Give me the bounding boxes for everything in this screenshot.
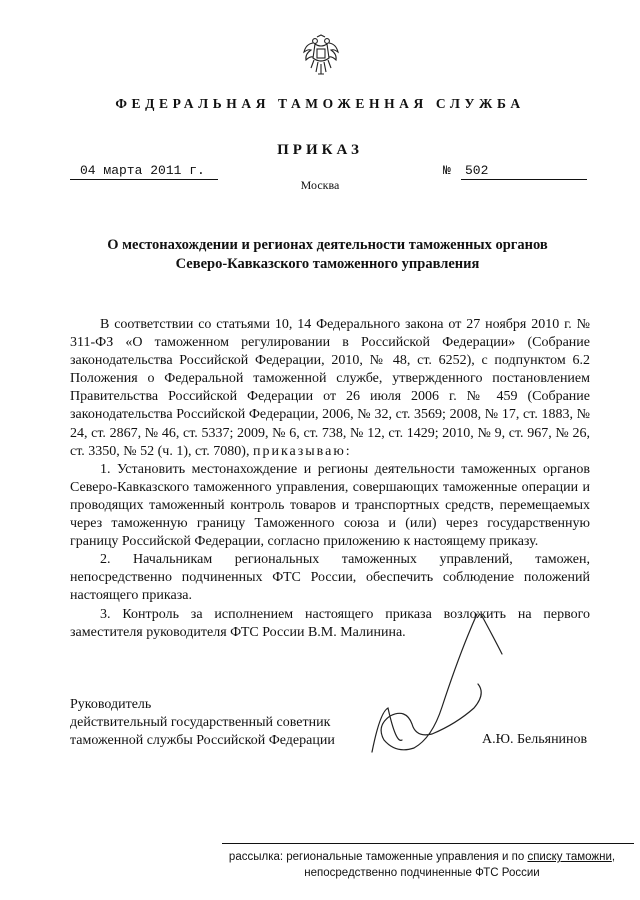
- order-number: 502: [461, 163, 587, 180]
- agency-name: ФЕДЕРАЛЬНАЯ ТАМОЖЕННАЯ СЛУЖБА: [115, 96, 525, 111]
- document-title-line-1: О местонахождении и регионах деятельности таможенных органов: [107, 237, 548, 253]
- distribution-line-2: непосредственно подчиненные ФТС России: [304, 867, 540, 879]
- item-3-paragraph: 3. Контроль за исполнением настоящего приказа возложить на первого заместителя руководителя ФТС России В.М. Малинина.: [70, 606, 590, 640]
- distribution-divider: [222, 843, 634, 844]
- signatory-position-line-1: Руководитель: [70, 697, 152, 712]
- distribution-list: [222, 849, 622, 881]
- state-emblem-icon: [302, 34, 340, 78]
- signatory-position-line-3: таможенной службы Российской Федерации: [70, 733, 335, 748]
- signatory-block: [70, 696, 335, 750]
- distribution-suffix: ,: [611, 851, 616, 863]
- preamble-paragraph: В соответствии со статьями 10, 14 Федерального закона от 27 ноября 2010 г. № 311-ФЗ «О таможенном регулировании в Российской Федерации» (Собрание законодательства Российской Федерации, 2010, № 48, ст. 6252), с подпунктом 6.2 Положения о Федеральной таможенной службе, утвержденного постановлением Правительства Российской Федерации от 26 июля 2006 г. № 459 (Собрание законодательства Российской Федерации, 2006, № 32, ст. 3569; 2008, № 17, ст. 1883, № 24, ст. 2867, № 46, ст. 5337; 2009, № 6, ст. 738, № 12, ст. 1429; 2010, № 9, ст. 967, № 26, ст. 3350, № 52 (ч. 1), ст. 7080), приказываю:: [70, 317, 590, 459]
- document-body: [70, 316, 590, 642]
- preamble-text: В соответствии со статьями 10, 14 Федерального закона от 27 ноября 2010 г. № 311-ФЗ «О таможенном регулировании в Российской Федерации» (Собрание законодательства Российской Федерации, 2010, № 48, ст. 6252), с подпунктом 6.2 Положения о Федеральной таможенной службе, утвержденного постановлением Правительства Российской Федерации от 26 июля 2006 г. № 459 (Собрание законодательства Российской Федерации, 2006, № 32, ст. 3569; 2008, № 17, ст. 1883, № 24, ст. 2867, № 46, ст. 5337; 2009, № 6, ст. 738, № 12, ст. 1429; 2010, № 9, ст. 967, № 26, ст. 3350, № 52 (ч. 1), ст. 7080),: [70, 317, 590, 459]
- signatory-name: А.Ю. Бельянинов: [482, 732, 588, 747]
- document-title-line-2: Северо-Кавказского таможенного управления: [175, 256, 480, 272]
- item-2-paragraph: 2. Начальникам региональных таможенных управлений, таможен, непосредственно подчиненных ФТС России, обеспечить соблюдение положений настоящего приказа.: [70, 552, 590, 604]
- distribution-prefix: рассылка: региональные таможенные управления и по: [228, 851, 525, 863]
- document-title: [70, 236, 585, 274]
- order-word: приказываю: [252, 443, 346, 459]
- order-date: 04 марта 2011 г.: [70, 163, 218, 180]
- distribution-line-1: [222, 849, 622, 865]
- distribution-link[interactable]: списку таможни: [527, 851, 612, 863]
- document-type: ПРИКАЗ: [277, 142, 363, 158]
- item-1-paragraph: 1. Установить местонахождение и регионы деятельности таможенных органов Северо-Кавказского таможенного управления, совершающих таможенные операции и проводящих таможенный контроль товаров и транспортных средств, перемещаемых через таможенную границу Таможенного союза и (или) через государственную границу Российской Федерации, согласно приложению к настоящему приказу.: [70, 461, 590, 550]
- signatory-position-line-2: действительный государственный советник: [70, 715, 331, 730]
- order-number-sign: №: [443, 163, 451, 178]
- issue-city: Москва: [300, 178, 340, 192]
